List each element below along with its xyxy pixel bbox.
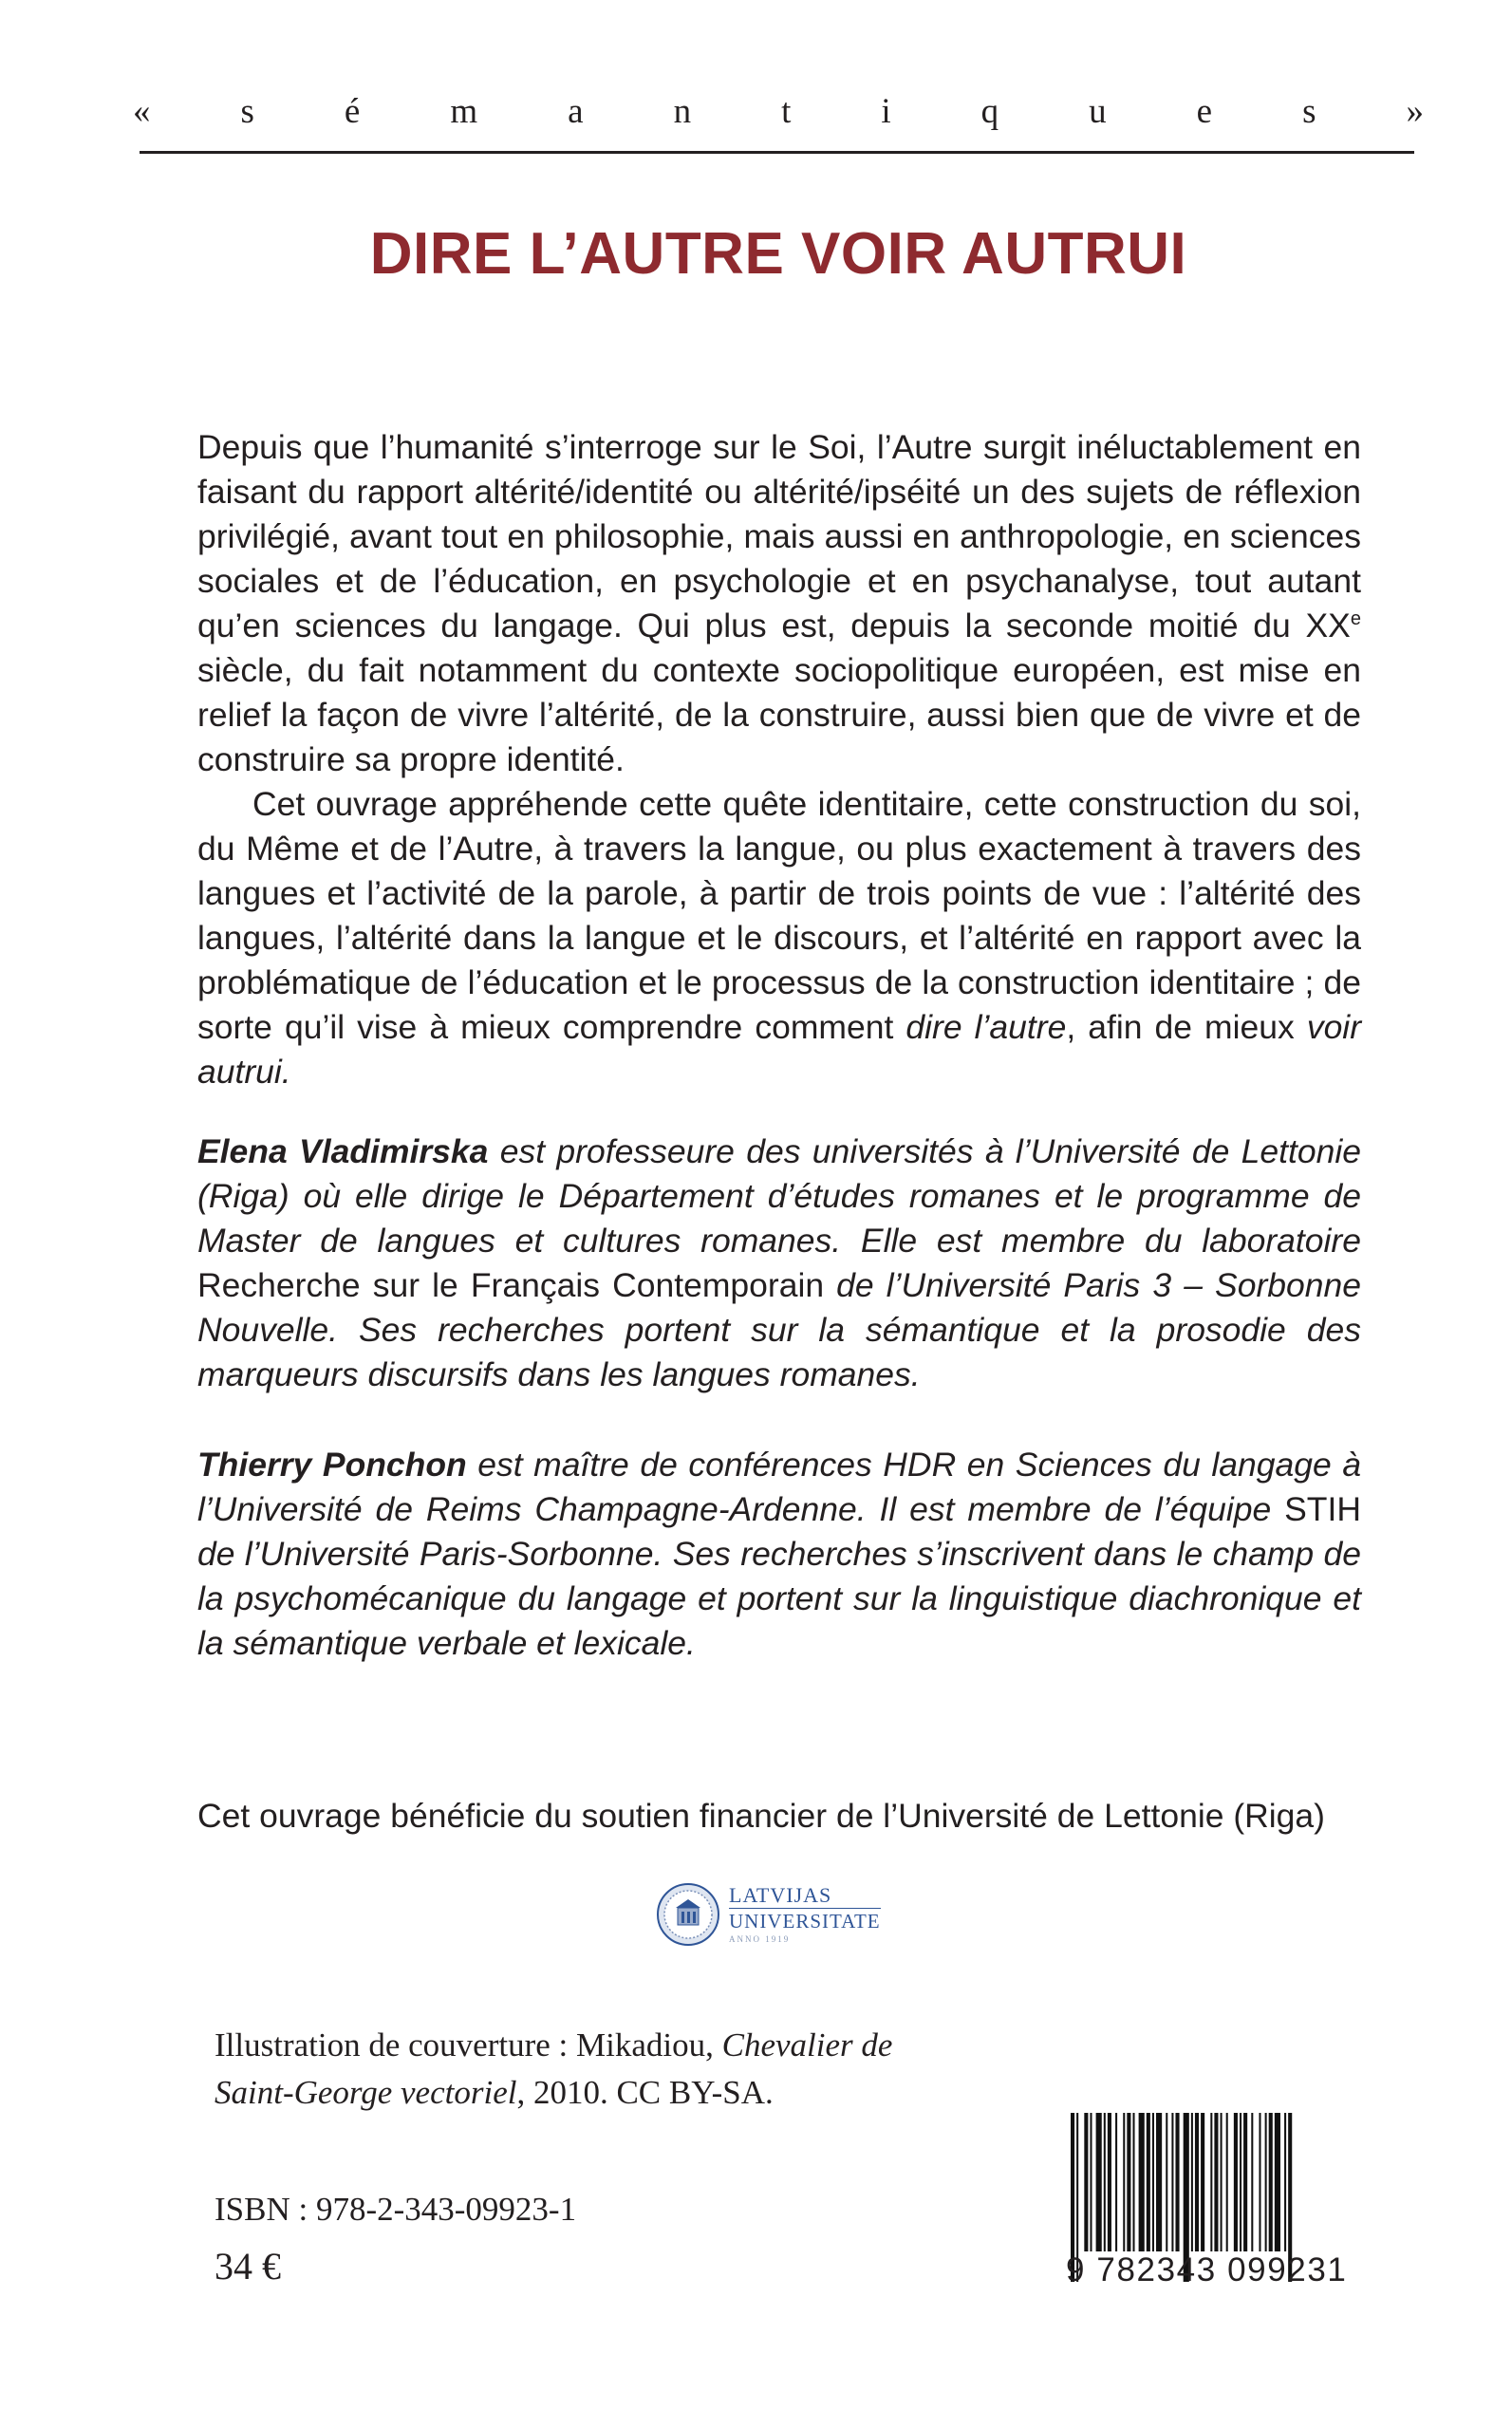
credit-text: Illustration de couverture : Mikadiou,: [215, 2026, 722, 2064]
summary-text: siècle, du fait notamment du contexte sociopolitique européen, est mise en relief la façon de vivre l’altérité, de la construire, aussi bien que de vivre et de construire sa propre identité.: [197, 651, 1361, 778]
barcode-bar: [1195, 2113, 1199, 2251]
cover-credit: [215, 2022, 974, 2117]
superscript: e: [1350, 608, 1361, 630]
funding-note: Cet ouvrage bénéficie du soutien financier de l’Université de Lettonie (Riga): [197, 1797, 1325, 1835]
credit-work-title: Chevalier de Saint-George vectoriel: [215, 2026, 893, 2111]
summary-text: Depuis que l’humanité s’interroge sur le Soi, l’Autre surgit inéluctablement en faisant du rapport altérité/identité ou altérité/ipséité un des sujets de réflexion privilégié, avant tout en philosophie, mais aussi en anthropologie, en sciences sociales et de l’éducation, en psychologie et en psychanalyse, tout autant qu’en sciences du langage. Qui plus est, depuis la seconde moitié du XX: [197, 428, 1361, 644]
series-letter: i: [881, 91, 891, 131]
university-seal-icon: [655, 1881, 721, 1948]
barcode-bar: [1156, 2113, 1162, 2251]
barcode-bar: [1139, 2113, 1145, 2251]
author-bio-1: [197, 1130, 1361, 1397]
series-letter: t: [781, 91, 792, 131]
emphasis: dire l’autre: [905, 1008, 1067, 1046]
barcode-bar: [1221, 2113, 1223, 2251]
barcode-bar: [1240, 2113, 1241, 2251]
barcode-bar: [1132, 2113, 1134, 2251]
summary-paragraph-1: [197, 425, 1361, 782]
barcode-bar: [1084, 2113, 1088, 2251]
author-name: Thierry Ponchon: [197, 1446, 467, 1484]
barcode-digits: 9 782343 099231: [1066, 2251, 1348, 2288]
bio-text: de l’Université Paris 3 – Sorbonne Nouvelle. Ses recherches portent sur la sémantique et la prosodie des marqueurs discursifs dans les langues romanes.: [197, 1266, 1362, 1393]
series-letter: e: [1196, 91, 1213, 131]
price: 34 €: [215, 2245, 281, 2288]
series-letter: »: [1406, 91, 1424, 131]
logo-line-3: ANNO 1919: [729, 1934, 791, 1944]
barcode-bar: [1096, 2113, 1102, 2251]
author-name: Elena Vladimirska: [197, 1132, 489, 1170]
logo-line-2: UNIVERSITATE: [729, 1910, 881, 1933]
barcode-bar: [1269, 2113, 1273, 2251]
summary-text: , afin de mieux: [1066, 1008, 1307, 1046]
lab-name: Recherche sur le Français Contemporain: [197, 1266, 825, 1304]
header-rule: [140, 151, 1414, 154]
barcode-bar: [1127, 2113, 1130, 2251]
university-logo: [655, 1872, 916, 1957]
barcode-bar: [1166, 2113, 1167, 2251]
series-letter: s: [240, 91, 254, 131]
barcode-bar: [1234, 2113, 1238, 2251]
barcode-bar: [1214, 2113, 1218, 2251]
barcode-bar: [1171, 2113, 1173, 2251]
barcode-bar: [1152, 2113, 1154, 2251]
summary-paragraph-2: [197, 782, 1361, 1094]
emphasis: voir autrui.: [197, 1008, 1362, 1091]
barcode-bar: [1226, 2113, 1228, 2251]
barcode-bar: [1123, 2113, 1125, 2251]
isbn: ISBN : 978-2-343-09923-1: [215, 2191, 577, 2228]
barcode-bar: [1259, 2113, 1260, 2251]
series-letter: m: [450, 91, 478, 131]
lab-name: STIH: [1284, 1490, 1361, 1528]
series-letter: s: [1302, 91, 1316, 131]
barcode-bar: [1090, 2113, 1092, 2251]
logo-wordmark: [729, 1885, 881, 1944]
series-letter: u: [1089, 91, 1107, 131]
barcode-bar: [1147, 2113, 1150, 2251]
barcode-bar: [1265, 2113, 1267, 2251]
barcode-bar: [1175, 2113, 1179, 2251]
barcode-bar: [1243, 2113, 1247, 2251]
series-letter: «: [133, 91, 151, 131]
summary-text: Cet ouvrage appréhende cette quête identitaire, cette construction du soi, du Même et de l’Autre, à travers la langue, ou plus exactement à travers des langues et l’activité de la parole, à partir de trois points de vue : l’altérité des langues, l’altérité dans la langue et le discours, et l’altérité en rapport avec la problématique de l’éducation et le processus de la construction identitaire ; de sorte qu’il vise à mieux comprendre comment: [197, 785, 1361, 1046]
series-name: [133, 87, 1424, 135]
barcode-bar: [1115, 2113, 1117, 2251]
barcode-bar: [1284, 2113, 1286, 2251]
barcode-bar: [1108, 2113, 1111, 2251]
author-bio-2: [197, 1443, 1361, 1666]
summary: [197, 425, 1361, 1094]
logo-line-1: LATVIJAS: [729, 1885, 881, 1909]
barcode-bar: [1201, 2113, 1204, 2251]
barcode-bar: [1210, 2113, 1212, 2251]
barcode-bar: [1191, 2113, 1193, 2251]
bio-text: de l’Université Paris-Sorbonne. Ses recherches s’inscrivent dans le champ de la psychomécanique du langage et portent sur la linguistique diachronique et la sémantique verbale et lexicale.: [197, 1535, 1361, 1662]
barcode-bar: [1275, 2113, 1280, 2251]
book-title: DIRE L’AUTRE VOIR AUTRUI: [369, 221, 1187, 287]
barcode-bar: [1104, 2113, 1106, 2251]
bio-text: est professeure des universités à l’Université de Lettonie (Riga) où elle dirige le Département d’études romanes et le programme de Master de langues et cultures romanes. Elle est membre du laboratoire: [197, 1132, 1362, 1260]
series-letter: n: [673, 91, 692, 131]
barcode-bar: [1251, 2113, 1253, 2251]
series-letter: é: [344, 91, 361, 131]
series-letter: q: [980, 91, 999, 131]
credit-text: , 2010. CC BY-SA.: [516, 2074, 774, 2111]
series-letter: a: [568, 91, 584, 131]
bio-text: est maître de conférences HDR en Sciences du langage à l’Université de Reims Champagne-Ardenne. Il est membre de l’équipe: [197, 1446, 1362, 1528]
